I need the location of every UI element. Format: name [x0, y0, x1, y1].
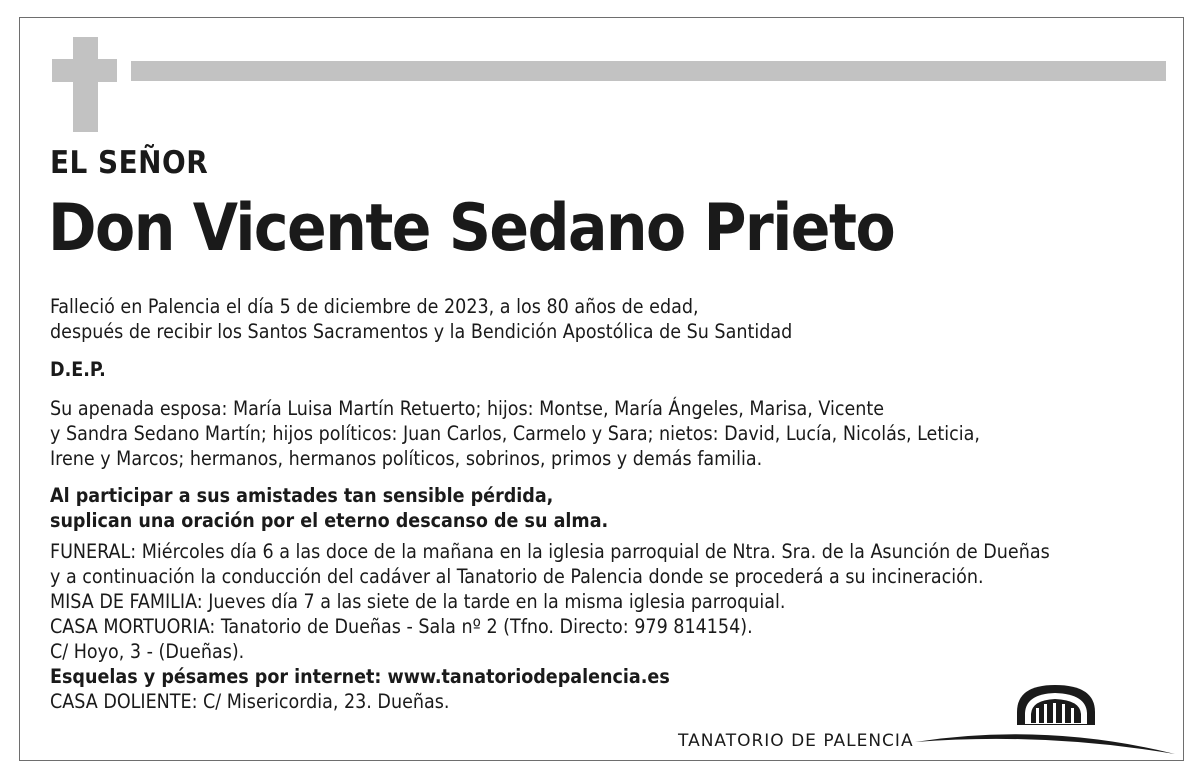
family-line: y Sandra Sedano Martín; hijos políticos: Juan Carlos, Carmelo y Sara; nietos: David, Lucía, Nicolás, Leticia, [50, 422, 980, 445]
misa-line: MISA DE FAMILIA: Jueves día 7 a las siete de la tarde en la misma iglesia parroquial. [50, 590, 786, 613]
address-line: C/ Hoyo, 3 - (Dueñas). [50, 640, 245, 663]
cross-icon-vertical [73, 37, 98, 132]
intro-line: después de recibir los Santos Sacramentos y la Bendición Apostólica de Su Santidad [50, 320, 793, 343]
dep-label: D.E.P. [50, 358, 106, 381]
plea-line: suplican una oración por el eterno descanso de su alma. [50, 509, 609, 532]
details-paragraph [50, 539, 1050, 714]
deceased-name: Don Vicente Sedano Prieto [48, 191, 895, 266]
logo-text: TANATORIO DE PALENCIA [678, 731, 914, 751]
plea-paragraph [50, 483, 608, 533]
funeral-line: y a continuación la conducción del cadáver al Tanatorio de Palencia donde se procederá a su incineración. [50, 565, 984, 588]
cross-icon-horizontal [52, 59, 117, 82]
intro-paragraph [50, 294, 792, 344]
funeral-line: FUNERAL: Miércoles día 6 a las doce de la mañana en la iglesia parroquial de Ntra. Sra. de la Asunción de Dueñas [50, 540, 1050, 563]
family-line: Su apenada esposa: María Luisa Martín Retuerto; hijos: Montse, María Ángeles, Marisa, Vicente [50, 397, 885, 420]
casa-mortuoria-line: CASA MORTUORIA: Tanatorio de Dueñas - Sala nº 2 (Tfno. Directo: 979 814154). [50, 615, 753, 638]
header-rule [131, 61, 1166, 81]
intro-line: Falleció en Palencia el día 5 de diciembre de 2023, a los 80 años de edad, [50, 295, 699, 318]
dome-building-icon [905, 670, 1185, 760]
family-paragraph [50, 396, 980, 471]
internet-line: Esquelas y pésames por internet: www.tanatoriodepalencia.es [50, 665, 670, 688]
plea-line: Al participar a sus amistades tan sensible pérdida, [50, 484, 554, 507]
casa-doliente-line: CASA DOLIENTE: C/ Misericordia, 23. Dueñas. [50, 690, 450, 713]
honorific: EL SEÑOR [50, 145, 209, 181]
family-line: Irene y Marcos; hermanos, hermanos políticos, sobrinos, primos y demás familia. [50, 447, 763, 470]
